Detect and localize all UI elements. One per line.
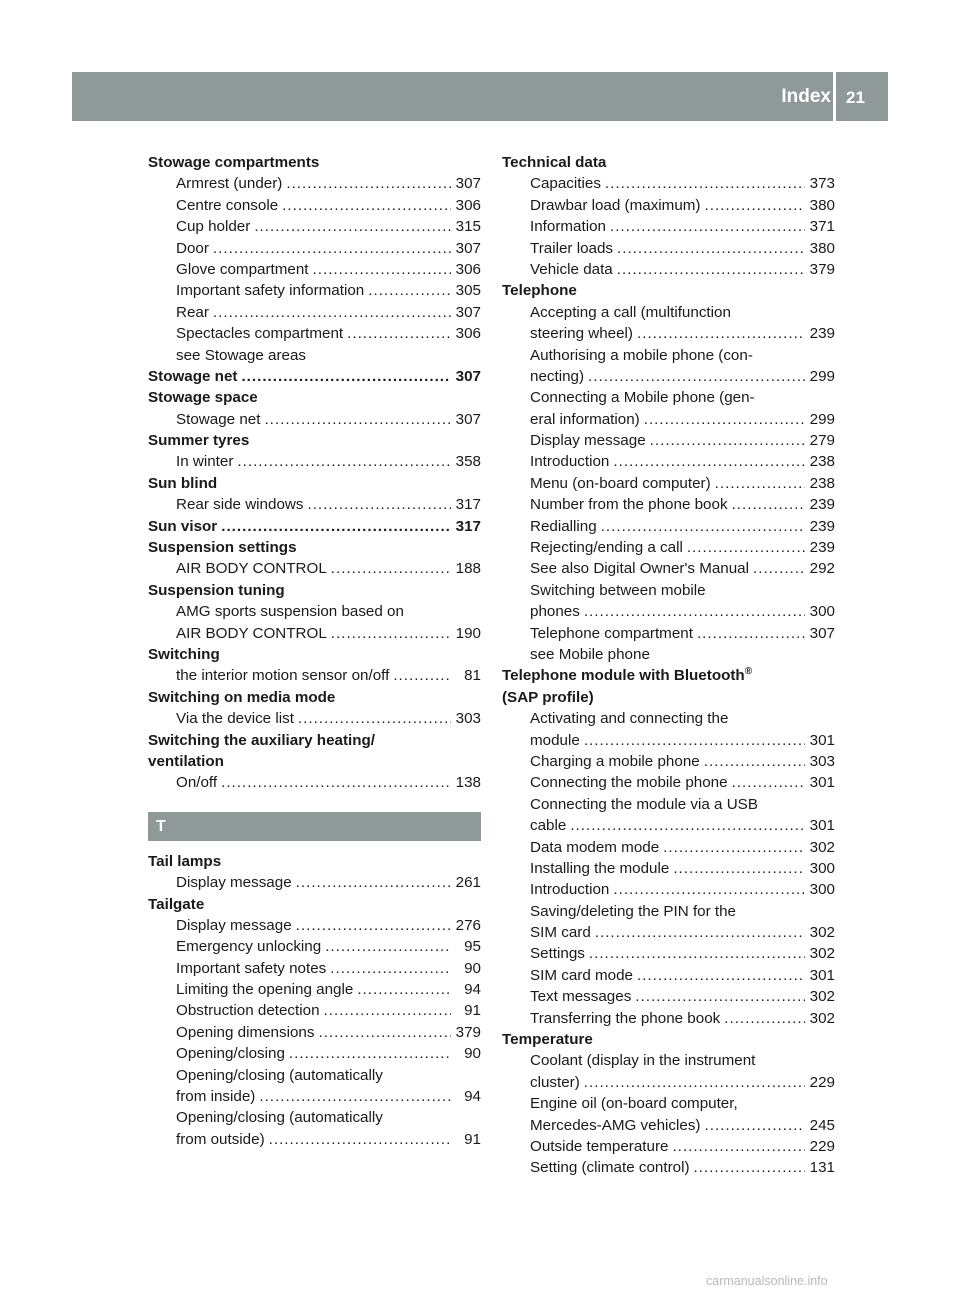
page-ref: 91 (464, 1002, 481, 1020)
section-title: Index (781, 86, 831, 107)
entry-text: Mercedes-AMG vehicles) (530, 1116, 701, 1134)
dot-leader (584, 601, 805, 622)
index-subentry (502, 366, 835, 387)
index-subentry (502, 216, 835, 237)
index-heading: Stowage compartments (148, 154, 320, 171)
dot-leader (753, 558, 805, 579)
page-ref: 379 (809, 260, 835, 278)
dot-leader (644, 409, 805, 430)
entry-text: Limiting the opening angle (176, 981, 354, 999)
entry-text: Outside temperature (530, 1137, 669, 1155)
page-ref: 81 (464, 667, 481, 685)
dot-leader (289, 1043, 451, 1064)
entry-text: Data modem mode (530, 838, 660, 856)
page-ref: 305 (455, 282, 481, 300)
index-subentry (148, 872, 481, 893)
page-ref: 229 (809, 1073, 835, 1091)
page-ref: 302 (809, 945, 835, 963)
entry-text: In winter (176, 453, 234, 471)
page-ref: 302 (809, 1009, 835, 1027)
page-ref: 371 (809, 218, 835, 236)
page-ref: 300 (809, 859, 835, 877)
index-subentry (502, 601, 835, 622)
index-subentry (502, 837, 835, 858)
index-subentry (502, 922, 835, 943)
index-subentry (148, 708, 481, 729)
index-heading: Summer tyres (148, 432, 250, 450)
index-subentry (502, 623, 835, 644)
index-subentry (502, 815, 835, 836)
index-subentry (148, 238, 481, 259)
index-subentry-text: Opening/closing (automatically (176, 1066, 383, 1084)
page-ref: 379 (455, 1023, 481, 1041)
entry-text: Introduction (530, 453, 610, 471)
index-subentry-text: see Mobile phone (530, 645, 650, 663)
index-subentry (502, 430, 835, 451)
page-ref: 239 (809, 539, 835, 557)
dot-leader (393, 665, 451, 686)
index-subentry (502, 238, 835, 259)
index-subentry (148, 915, 481, 936)
entry-text: Text messages (530, 988, 632, 1006)
entry-text: Telephone compartment (530, 624, 693, 642)
page-ref: 307 (455, 367, 481, 385)
page-ref: 239 (809, 496, 835, 514)
entry-text: eral information) (530, 410, 640, 428)
index-subentry (148, 1086, 481, 1107)
dot-leader (584, 1072, 805, 1093)
entry-text: Opening/closing (176, 1045, 285, 1063)
entry-text: Display message (176, 916, 292, 934)
entry-text: Emergency unlocking (176, 938, 322, 956)
page-ref: 358 (455, 453, 481, 471)
page-ref: 245 (809, 1116, 835, 1134)
index-heading: (SAP profile) (502, 688, 594, 706)
entry-text: Important safety notes (176, 959, 327, 977)
dot-leader (324, 1000, 451, 1021)
entry-text: Vehicle data (530, 260, 613, 278)
index-heading: Switching the auxiliary heating/ (148, 731, 376, 749)
page-ref: 229 (809, 1137, 835, 1155)
entry-text: Rejecting/ending a call (530, 539, 683, 557)
dot-leader (347, 323, 451, 344)
index-subentry (502, 537, 835, 558)
index-subentry (148, 1000, 481, 1021)
dot-leader (635, 986, 805, 1007)
entry-text: SIM card (530, 924, 591, 942)
page-ref: 138 (455, 774, 481, 792)
entry-text: Spectacles compartment (176, 325, 344, 343)
section-letter-bar: T (148, 812, 481, 841)
entry-text: Stowage net (176, 410, 261, 428)
page-ref: 94 (464, 981, 481, 999)
index-heading: Temperature (502, 1031, 593, 1049)
page-ref: 380 (809, 196, 835, 214)
page-ref: 91 (464, 1130, 481, 1148)
dot-leader (313, 259, 451, 280)
page-ref: 301 (809, 774, 835, 792)
page-ref: 279 (809, 432, 835, 450)
index-heading: Switching (148, 645, 220, 663)
page-ref: 299 (809, 367, 835, 385)
dot-leader (298, 708, 451, 729)
page-ref: 301 (809, 966, 835, 984)
entry-text: Display message (530, 432, 646, 450)
dot-leader (617, 238, 805, 259)
page-ref: 302 (809, 924, 835, 942)
entry-text: Menu (on-board computer) (530, 474, 711, 492)
dot-leader (704, 751, 805, 772)
dot-leader (221, 772, 451, 793)
entry-text: phones (530, 603, 580, 621)
page-ref: 190 (455, 624, 481, 642)
index-subentry (148, 195, 481, 216)
index-subentry (502, 473, 835, 494)
dot-leader (237, 451, 451, 472)
index-subentry (148, 1022, 481, 1043)
entry-text: Obstruction detection (176, 1002, 320, 1020)
index-subentry (148, 936, 481, 957)
index-heading: Suspension settings (148, 539, 297, 557)
entry-text: Connecting the mobile phone (530, 774, 728, 792)
entry-text: Settings (530, 945, 585, 963)
dot-leader (672, 1136, 805, 1157)
index-heading: Suspension tuning (148, 581, 285, 599)
entry-text: Sun visor (148, 517, 218, 535)
page-ref: 261 (455, 874, 481, 892)
index-subentry-text: Coolant (display in the instrument (530, 1052, 756, 1070)
index-subentry (148, 558, 481, 579)
index-subentry (148, 451, 481, 472)
index-subentry (148, 665, 481, 686)
index-subentry (502, 494, 835, 515)
page-ref: 90 (464, 959, 481, 977)
entry-text: module (530, 731, 580, 749)
index-subentry (148, 958, 481, 979)
index-subentry (502, 1072, 835, 1093)
page-ref: 373 (809, 175, 835, 193)
page-ref: 380 (809, 239, 835, 257)
index-subentry-text: Engine oil (on-board computer, (530, 1095, 738, 1113)
entry-text: Information (530, 218, 606, 236)
page-ref: 238 (809, 453, 835, 471)
dot-leader (637, 965, 805, 986)
index-subentry (502, 1115, 835, 1136)
index-subentry (502, 858, 835, 879)
entry-text: Installing the module (530, 859, 670, 877)
dot-leader (357, 979, 451, 1000)
page-ref: 307 (809, 624, 835, 642)
index-subentry (502, 730, 835, 751)
page-ref: 300 (809, 881, 835, 899)
index-subentry (148, 409, 481, 430)
entry-text: AIR BODY CONTROL (176, 624, 327, 642)
dot-leader (697, 623, 805, 644)
page-ref: 188 (455, 560, 481, 578)
index-heading (502, 665, 835, 686)
watermark: carmanualsonline.info (706, 1274, 828, 1288)
dot-leader (673, 858, 805, 879)
page-ref: 306 (455, 325, 481, 343)
page-ref: 307 (455, 175, 481, 193)
page-ref: 276 (455, 916, 481, 934)
index-heading-entry (148, 516, 481, 537)
dot-leader (368, 280, 451, 301)
dot-leader (613, 879, 805, 900)
page-ref: 307 (455, 410, 481, 428)
dot-leader (221, 516, 451, 537)
page-ref: 306 (455, 196, 481, 214)
dot-leader (617, 259, 805, 280)
entry-text: On/off (176, 774, 218, 792)
index-subentry-text: Connecting a Mobile phone (gen- (530, 389, 755, 407)
heading-text: Telephone module with Bluetooth (502, 667, 745, 685)
index-subentry (502, 558, 835, 579)
entry-text: AIR BODY CONTROL (176, 560, 327, 578)
dot-leader (605, 173, 805, 194)
entry-text: Number from the phone book (530, 496, 728, 514)
entry-text: the interior motion sensor on/off (176, 667, 390, 685)
page-ref: 238 (809, 474, 835, 492)
dot-leader (282, 195, 451, 216)
entry-text: steering wheel) (530, 325, 633, 343)
index-subentry (148, 1043, 481, 1064)
page-ref: 303 (809, 752, 835, 770)
dot-leader (570, 815, 805, 836)
dot-leader (241, 366, 451, 387)
index-subentry (148, 623, 481, 644)
entry-text: cluster) (530, 1073, 580, 1091)
dot-leader (264, 409, 451, 430)
page-ref: 94 (464, 1088, 481, 1106)
index-subentry (502, 173, 835, 194)
index-subentry (502, 772, 835, 793)
entry-text: Rear (176, 303, 209, 321)
index-subentry (502, 943, 835, 964)
page-ref: 307 (455, 239, 481, 257)
index-subentry-text: Opening/closing (automatically (176, 1109, 383, 1127)
registered-mark: ® (744, 666, 753, 678)
entry-text: SIM card mode (530, 966, 633, 984)
page-ref: 239 (809, 517, 835, 535)
dot-leader (286, 173, 451, 194)
entry-text: Redialling (530, 517, 597, 535)
dot-leader (650, 430, 805, 451)
page-ref: 301 (809, 731, 835, 749)
index-subentry (148, 302, 481, 323)
dot-leader (330, 958, 451, 979)
entry-text: Display message (176, 874, 292, 892)
dot-leader (307, 494, 451, 515)
index-subentry-text: see Stowage areas (176, 346, 307, 364)
index-subentry (502, 986, 835, 1007)
index-heading: Sun blind (148, 474, 218, 492)
page-ref: 301 (809, 817, 835, 835)
entry-text: See also Digital Owner's Manual (530, 560, 750, 578)
entry-text: Stowage net (148, 367, 238, 385)
index-subentry (502, 1136, 835, 1157)
index-subentry (502, 259, 835, 280)
page-ref: 300 (809, 603, 835, 621)
dot-leader (269, 1129, 451, 1150)
index-subentry (502, 1157, 835, 1178)
dot-leader (331, 623, 451, 644)
entry-text: Setting (climate control) (530, 1159, 690, 1177)
dot-leader (732, 772, 805, 793)
entry-text: Via the device list (176, 710, 294, 728)
dot-leader (259, 1086, 451, 1107)
entry-text: Armrest (under) (176, 175, 283, 193)
index-subentry (502, 195, 835, 216)
page-ref: 292 (809, 560, 835, 578)
index-subentry-text: Connecting the module via a USB (530, 795, 758, 813)
dot-leader (584, 730, 805, 751)
index-heading: Tailgate (148, 895, 205, 913)
dot-leader (296, 915, 451, 936)
index-heading: Technical data (502, 154, 607, 171)
index-subentry (502, 323, 835, 344)
index-subentry-text: Activating and connecting the (530, 710, 729, 728)
dot-leader (601, 516, 805, 537)
entry-text: Opening dimensions (176, 1023, 315, 1041)
page-ref: 302 (809, 838, 835, 856)
page-ref: 303 (455, 710, 481, 728)
dot-leader (663, 837, 805, 858)
index-subentry (502, 965, 835, 986)
page-ref: 317 (455, 496, 481, 514)
entry-text: Introduction (530, 881, 610, 899)
entry-text: Important safety information (176, 282, 365, 300)
page-ref: 95 (464, 938, 481, 956)
index-subentry (148, 494, 481, 515)
index-subentry (502, 516, 835, 537)
entry-text: Capacities (530, 175, 601, 193)
dot-leader (213, 302, 451, 323)
index-heading: Tail lamps (148, 852, 222, 870)
entry-text: necting) (530, 367, 585, 385)
entry-text: Centre console (176, 196, 279, 214)
page-ref: 239 (809, 325, 835, 343)
dot-leader (595, 922, 805, 943)
index-subentry (148, 1129, 481, 1150)
entry-text: Trailer loads (530, 239, 613, 257)
page-ref: 306 (455, 260, 481, 278)
index-subentry (148, 979, 481, 1000)
page-ref: 302 (809, 988, 835, 1006)
entry-text: cable (530, 817, 567, 835)
entry-text: Drawbar load (maximum) (530, 196, 701, 214)
index-subentry (148, 259, 481, 280)
entry-text: from inside) (176, 1088, 256, 1106)
header-divider (833, 72, 836, 121)
index-subentry-text: Saving/deleting the PIN for the (530, 902, 737, 920)
index-subentry (148, 173, 481, 194)
index-subentry-text: Accepting a call (multifunction (530, 303, 731, 321)
dot-leader (610, 216, 805, 237)
dot-leader (254, 216, 451, 237)
entry-text: Glove compartment (176, 260, 309, 278)
dot-leader (704, 195, 805, 216)
index-subentry (148, 280, 481, 301)
index-subentry (502, 451, 835, 472)
page-ref: 299 (809, 410, 835, 428)
index-heading: ventilation (148, 752, 224, 770)
page-number: 21 (846, 88, 865, 107)
index-column-left (148, 152, 481, 1150)
index-subentry (502, 1008, 835, 1029)
dot-leader (588, 366, 805, 387)
page-ref: 90 (464, 1045, 481, 1063)
dot-leader (724, 1008, 805, 1029)
dot-leader (732, 494, 805, 515)
entry-text: Transferring the phone book (530, 1009, 721, 1027)
page-ref: 307 (455, 303, 481, 321)
dot-leader (687, 537, 805, 558)
entry-text: Cup holder (176, 218, 251, 236)
index-subentry-text: AMG sports suspension based on (176, 603, 404, 621)
page-ref: 317 (455, 517, 481, 535)
dot-leader (318, 1022, 451, 1043)
entry-text: Rear side windows (176, 496, 304, 514)
dot-leader (213, 238, 451, 259)
index-subentry (502, 409, 835, 430)
index-heading: Stowage space (148, 389, 258, 407)
index-subentry (148, 323, 481, 344)
dot-leader (331, 558, 451, 579)
dot-leader (613, 451, 805, 472)
dot-leader (589, 943, 805, 964)
entry-text: Charging a mobile phone (530, 752, 700, 770)
page-ref: 131 (809, 1159, 835, 1177)
index-subentry (148, 772, 481, 793)
index-subentry (148, 216, 481, 237)
index-heading: Switching on media mode (148, 688, 336, 706)
dot-leader (637, 323, 805, 344)
dot-leader (325, 936, 451, 957)
dot-leader (715, 473, 805, 494)
index-heading-entry (148, 366, 481, 387)
entry-text: Door (176, 239, 209, 257)
dot-leader (694, 1157, 805, 1178)
dot-leader (704, 1115, 805, 1136)
index-subentry (502, 879, 835, 900)
index-subentry-text: Authorising a mobile phone (con- (530, 346, 753, 364)
index-column-right (502, 152, 835, 1179)
page-ref: 315 (455, 218, 481, 236)
index-subentry (502, 751, 835, 772)
index-subentry-text: Switching between mobile (530, 581, 706, 599)
entry-text: from outside) (176, 1130, 265, 1148)
index-heading: Telephone (502, 282, 577, 300)
dot-leader (296, 872, 451, 893)
